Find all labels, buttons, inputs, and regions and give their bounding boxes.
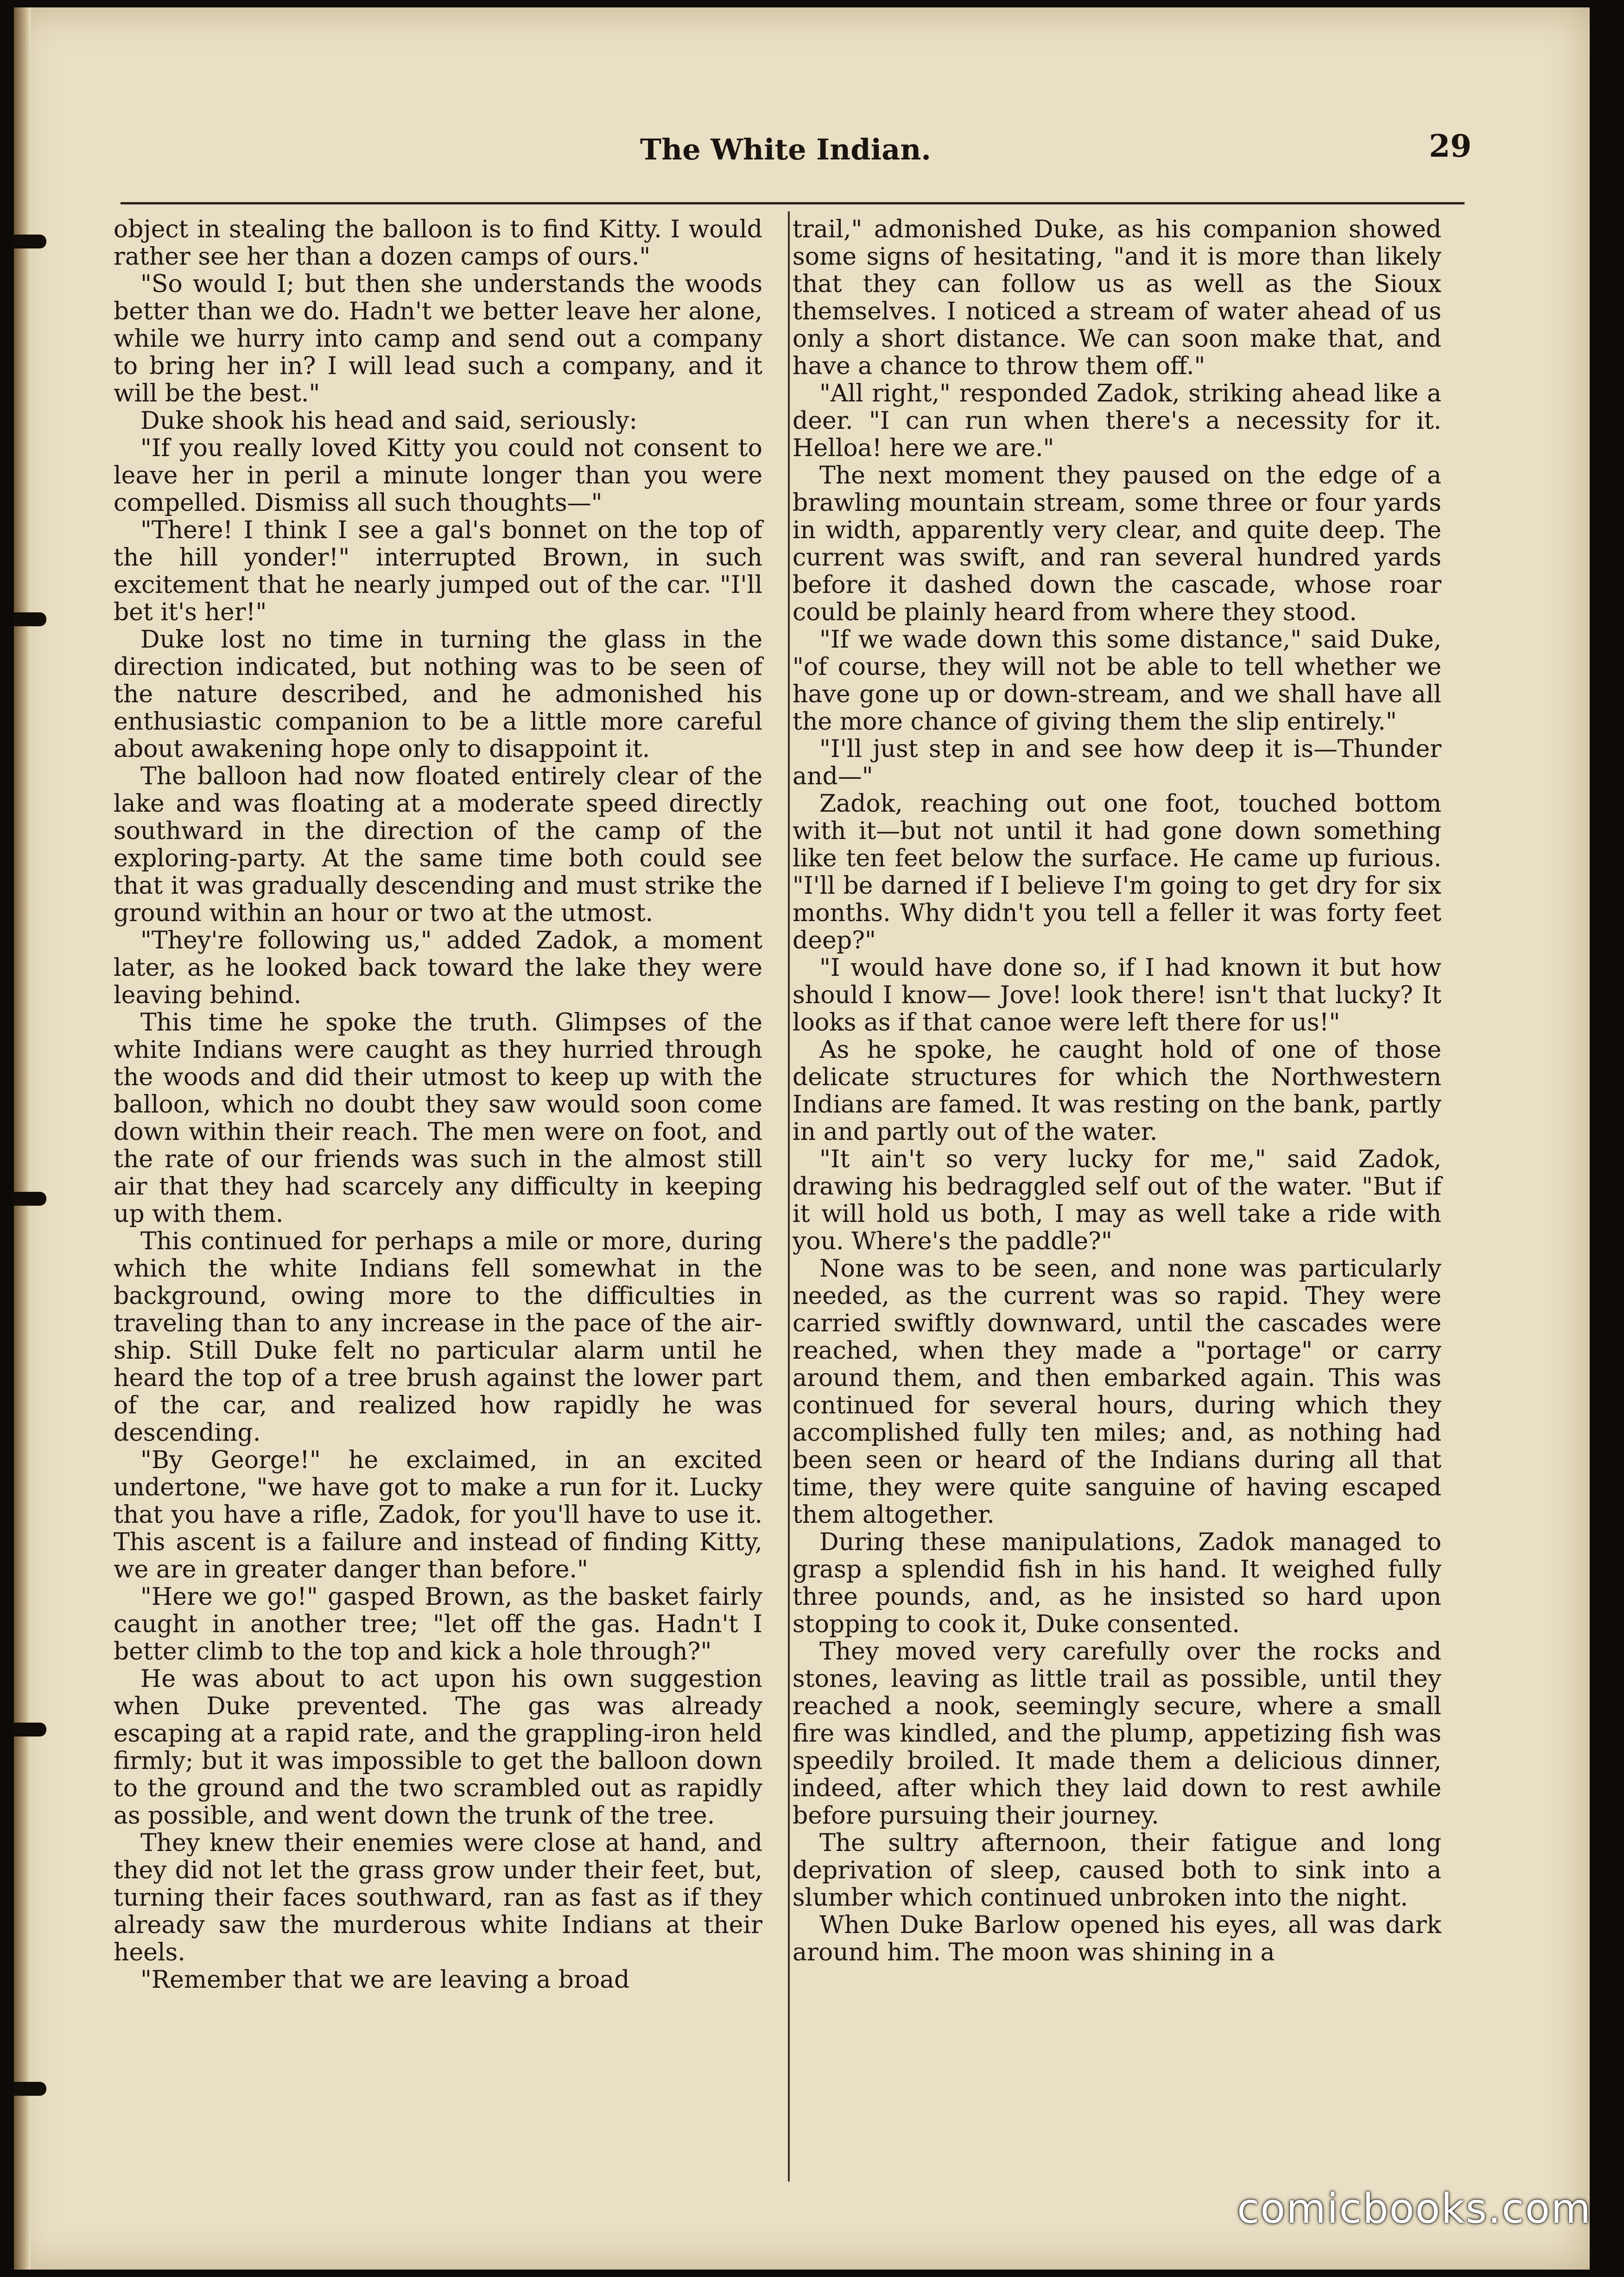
- paragraph: "They're following us," added Zadok, a moment later, as he looked back toward the lake they were leaving behind.: [114, 927, 762, 1009]
- page-number: 29: [1429, 128, 1472, 164]
- paragraph: The next moment they paused on the edge of a brawling mountain stream, some three or four yards in width, apparently very clear, and quite deep. The current was swift, and ran several hundred yards before it dashed down the cascade, whose roar could be plainly heard from where they stood.: [793, 462, 1441, 626]
- binding-hole: [14, 2082, 46, 2096]
- paragraph: "If you really loved Kitty you could not consent to leave her in peril a minute longer than you were compelled. Dismiss all such thoughts—": [114, 434, 762, 517]
- paragraph: They moved very carefully over the rocks and stones, leaving as little trail as possible, until they reached a nook, seemingly secure, where a small fire was kindled, and the plump, appetizing fish was speedily broiled. It made them a delicious dinner, indeed, after which they laid down to rest awhile before pursuing their journey.: [793, 1638, 1441, 1830]
- paragraph: As he spoke, he caught hold of one of those delicate structures for which the Northwestern Indians are famed. It was resting on the bank, partly in and partly out of the water.: [793, 1036, 1441, 1146]
- paragraph: object in stealing the balloon is to find Kitty. I would rather see her than a dozen camps of ours.": [114, 216, 762, 271]
- binding-hole: [14, 1723, 46, 1736]
- paragraph: This continued for perhaps a mile or more, during which the white Indians fell somewhat in the background, owing more to the difficulties in traveling than to any increase in the pace of the air-ship. Still Duke felt no particular alarm until he heard the top of a tree brush against the lower part of the car, and realized how rapidly he was descending.: [114, 1228, 762, 1447]
- paragraph: The balloon had now floated entirely clear of the lake and was floating at a moderate speed directly southward in the direction of the camp of the exploring-party. At the same time both could see that it was gradually descending and must strike the ground within an hour or two at the utmost.: [114, 763, 762, 927]
- site-watermark: comicbooks.com: [1237, 2185, 1592, 2232]
- paragraph: Duke lost no time in turning the glass in the direction indicated, but nothing was to be seen of the nature described, and he admonished his enthusiastic companion to be a little more careful about awakening hope only to disappoint it.: [114, 626, 762, 763]
- paragraph: Zadok, reaching out one foot, touched bottom with it—but not until it had gone down something like ten feet below the surface. He came up furious. "I'll be darned if I believe I'm going to get dry for six months. Why didn't you tell a feller it was forty feet deep?": [793, 790, 1441, 954]
- paragraph: "I would have done so, if I had known it but how should I know— Jove! look there! isn't that lucky? It looks as if that canoe were left there for us!": [793, 954, 1441, 1037]
- paragraph: "All right," responded Zadok, striking ahead like a deer. "I can run when there's a necessity for it. Helloa! here we are.": [793, 380, 1441, 462]
- page-header: [121, 114, 1472, 179]
- binding-hole: [14, 235, 46, 248]
- paragraph: "So would I; but then she understands the woods better than we do. Hadn't we better leave her alone, while we hurry into camp and send out a company to bring her in? I will lead such a company, and it will be the best.": [114, 270, 762, 407]
- paragraph: "By George!" he exclaimed, in an excited undertone, "we have got to make a run for it. Lucky that you have a rifle, Zadok, for you'll have to use it. This ascent is a failure and instead of finding Kitty, we are in greater danger than before.": [114, 1446, 762, 1584]
- binding-hole: [14, 612, 46, 626]
- right-column: [793, 216, 1441, 1966]
- paragraph: This time he spoke the truth. Glimpses of the white Indians were caught as they hurried through the woods and did their utmost to keep up with the balloon, which no doubt they saw would soon come down within their reach. The men were on foot, and the rate of our friends was such in the almost still air that they had scarcely any difficulty in keeping up with them.: [114, 1009, 762, 1228]
- paragraph: Duke shook his head and said, seriously:: [140, 407, 638, 435]
- paragraph: None was to be seen, and none was particularly needed, as the current was so rapid. They were carried swiftly downward, until the cascades were reached, when they made a "portage" or carry around them, and then embarked again. This was continued for several hours, during which they accomplished fully ten miles; and, as nothing had been seen or heard of the Indians during all that time, they were quite sanguine of having escaped them altogether.: [793, 1255, 1441, 1529]
- page-binding-edge: [14, 7, 31, 2270]
- paragraph: "Remember that we are leaving a broad: [140, 1966, 630, 1994]
- left-column: [114, 216, 762, 1994]
- paragraph: The sultry afternoon, their fatigue and long deprivation of sleep, caused both to sink into a slumber which continued unbroken into the night.: [793, 1829, 1441, 1912]
- paragraph: "I'll just step in and see how deep it is—Thunder and—": [793, 735, 1441, 790]
- paragraph: When Duke Barlow opened his eyes, all was dark around him. The moon was shining in a: [793, 1911, 1441, 1966]
- paragraph: "Here we go!" gasped Brown, as the basket fairly caught in another tree; "let off the gas. Hadn't I better climb to the top and kick a hole through?": [114, 1583, 762, 1666]
- column-divider: [788, 211, 790, 2182]
- book-page: [14, 7, 1590, 2270]
- paragraph: "If we wade down this some distance," said Duke, "of course, they will not be able to tell whether we have gone up or down-stream, and we shall have all the more chance of giving them the slip entirely.": [793, 626, 1441, 736]
- paragraph: trail," admonished Duke, as his companion showed some signs of hesitating, "and it is more than likely that they can follow us as well as the Sioux themselves. I noticed a stream of water ahead of us only a short distance. We can soon make that, and have a chance to throw them off.": [793, 216, 1441, 380]
- paragraph: During these manipulations, Zadok managed to grasp a splendid fish in his hand. It weighed fully three pounds, and, as he insisted so hard upon stopping to cook it, Duke consented.: [793, 1528, 1441, 1638]
- running-title: The White Indian.: [640, 133, 931, 166]
- paragraph: They knew their enemies were close at hand, and they did not let the grass grow under their feet, but, turning their faces southward, ran as fast as if they already saw the murderous white Indians at their heels.: [114, 1829, 762, 1966]
- paragraph: "There! I think I see a gal's bonnet on the top of the hill yonder!" interrupted Brown, in such excitement that he nearly jumped out of the car. "I'll bet it's her!": [114, 516, 762, 626]
- binding-hole: [14, 1192, 46, 1206]
- header-rule: [121, 202, 1465, 204]
- paragraph: He was about to act upon his own suggestion when Duke prevented. The gas was already escaping at a rapid rate, and the grappling-iron held firmly; but it was impossible to get the balloon down to the ground and the two scrambled out as rapidly as possible, and went down the trunk of the tree.: [114, 1665, 762, 1830]
- paragraph: "It ain't so very lucky for me," said Zadok, drawing his bedraggled self out of the water. "But if it will hold us both, I may as well take a ride with you. Where's the paddle?": [793, 1145, 1441, 1255]
